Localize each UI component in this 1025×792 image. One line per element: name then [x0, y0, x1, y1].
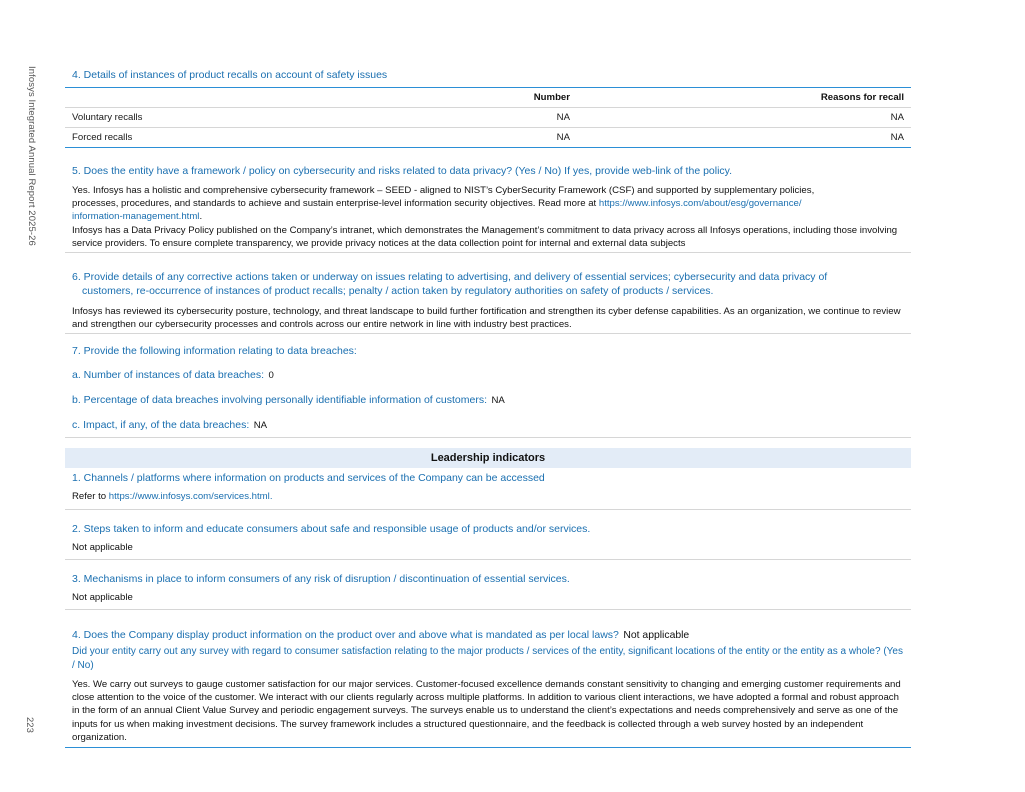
q7-a-value: 0	[268, 370, 274, 382]
q6-title-line: customers, re-occurrence of instances of product recalls; penalty / action taken by regulatory authorities on safety of products / services.	[82, 285, 714, 298]
table-header: Number	[533, 92, 570, 103]
q7-b-label: b. Percentage of data breaches involving personally identifiable information of customers:	[72, 394, 487, 407]
page-number: 223	[24, 717, 35, 733]
recall-table	[65, 88, 911, 147]
services-link[interactable]: https://www.infosys.com/services.html	[108, 491, 270, 503]
q6-title	[65, 270, 911, 298]
q7-c-label: c. Impact, if any, of the data breaches:	[72, 419, 250, 432]
q5-title: 5. Does the entity have a framework / policy on cybersecurity and risks related to data privacy? (Yes / No) If yes, provide web-link of the policy.	[72, 165, 733, 177]
l4-title: 4. Does the Company display product information on the product over and above what is mandated as per local laws?	[72, 629, 619, 642]
table-cell: Voluntary recalls	[65, 108, 423, 128]
q5-paragraph-1	[65, 184, 911, 224]
q7-item-c	[65, 415, 911, 433]
q7-title: 7. Provide the following information relating to data breaches:	[72, 345, 357, 358]
l1-end: .	[269, 491, 273, 503]
q5-text: .	[199, 211, 203, 223]
q4-title: 4. Details of instances of product recalls on account of safety issues	[72, 69, 388, 81]
q7-b-value: NA	[491, 395, 505, 407]
q7-item-a	[65, 365, 911, 383]
q5-text: Yes. Infosys has a holistic and comprehensive cybersecurity framework – SEED - aligned to NIST’s CyberSecurity Framework (CSF) and supported by supplementary policies,	[72, 185, 815, 196]
leadership-indicators-heading: Leadership indicators	[65, 448, 911, 468]
l4-survey-question: Did your entity carry out any survey with regard to consumer satisfaction relating to the major products / services of the entity, significant locations of the entity or the entity as a whole? (Yes / No)	[72, 646, 903, 671]
table-cell: NA	[577, 108, 911, 128]
q5-paragraph-2: Infosys has a Data Privacy Policy published on the Company’s intranet, which demonstrates the Management’s commitment to data privacy across all Infosys operations, including those involving service providers. To ensure complete transparency, we provide privacy notices at the data collection point for internal and external data subjects	[72, 224, 898, 249]
table-row	[65, 128, 911, 148]
l2-title: 2. Steps taken to inform and educate consumers about safe and responsible usage of products and/or services.	[72, 522, 591, 535]
q7-c-value: NA	[253, 420, 268, 432]
l1-answer	[65, 490, 911, 503]
q6-answer: Infosys has reviewed its cybersecurity posture, technology, and threat landscape to build further fortification and strengthen its cyber defense capabilities. As an organization, we continue to review and strengthen our cybersecurity processes and controls across our entire network in line with industry best practices.	[72, 306, 901, 331]
table-cell: NA	[423, 108, 577, 128]
l3-title: 3. Mechanisms in place to inform consumers of any risk of disruption / discontinuation of essential services.	[72, 572, 570, 585]
q5-text: processes, procedures, and standards to achieve and sustain enterprise-level information security objectives. Read more at	[72, 198, 599, 210]
l4-answer: Not applicable	[623, 630, 690, 642]
q7-a-label: a. Number of instances of data breaches:	[72, 369, 265, 382]
l2-answer: Not applicable	[72, 541, 133, 553]
table-header: Reasons for recall	[820, 92, 904, 103]
table-row	[65, 108, 911, 128]
l4-survey-answer: Yes. We carry out surveys to gauge customer satisfaction for our major services. Customer-focused excellence demands constant sensitivity to changing and emerging customer requirements and close attention to the voice of the customer. We interact with our clients regularly across multiple platforms. In addition to various client interactions, we have adopted a formal and robust approach in the form of an annual Client Value Survey and periodic engagement surveys. The surveys enable us to understand the client’s expectations and needs comprehensively and serve as one of the inputs for us when making investment decisions. The survey framework includes a structured questionnaire, and the feedback is collected through a web survey hosted by an independent organization.	[72, 679, 901, 743]
table-header-row	[65, 88, 911, 108]
table-cell: NA	[577, 128, 911, 148]
l4-question	[65, 625, 911, 643]
table-cell: NA	[423, 128, 577, 148]
table-header	[65, 88, 423, 108]
table-cell: Forced recalls	[65, 128, 423, 148]
governance-link-continued[interactable]: information-management.html	[72, 211, 200, 223]
l1-prefix: Refer to	[72, 491, 109, 503]
page-content	[65, 68, 911, 748]
l1-title: 1. Channels / platforms where information on products and services of the Company can be accessed	[72, 472, 545, 485]
l3-answer: Not applicable	[72, 591, 133, 603]
q7-item-b	[65, 390, 911, 408]
report-title: Infosys Integrated Annual Report 2025-26	[26, 66, 37, 246]
governance-link[interactable]: https://www.infosys.com/about/esg/governance/	[598, 198, 802, 210]
q6-title-line: 6. Provide details of any corrective actions taken or underway on issues relating to advertising, and delivery of essential services; cybersecurity and data privacy of	[72, 271, 828, 284]
